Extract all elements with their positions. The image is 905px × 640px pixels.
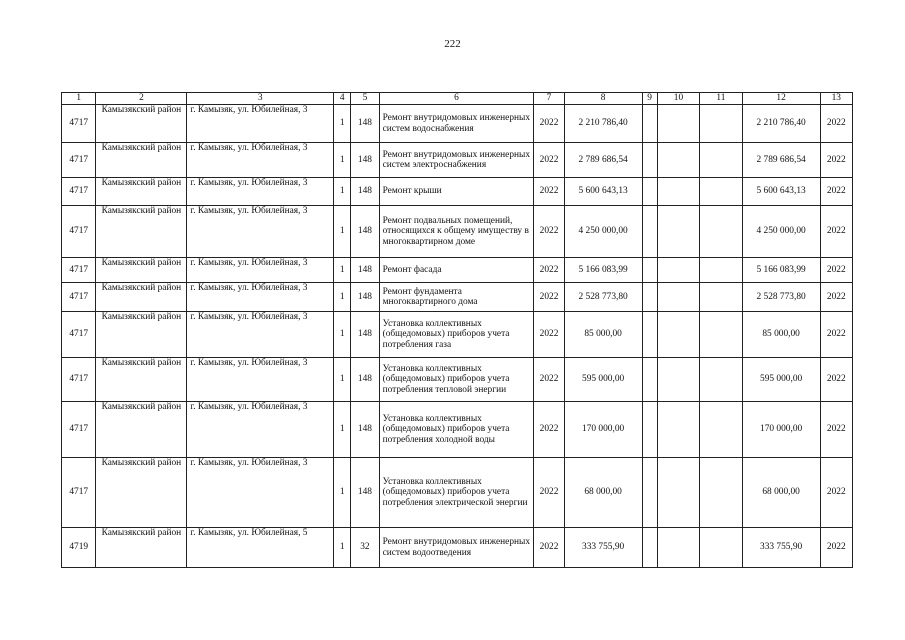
column-number-2: 2 (96, 93, 187, 105)
repair-register-table (61, 92, 853, 568)
col-9-value (642, 258, 657, 283)
col-11-value (700, 206, 742, 258)
col-9-value (642, 458, 657, 528)
column-number-10: 10 (657, 93, 699, 105)
col-5-value: 148 (351, 105, 379, 143)
address: г. Камызяк, ул. Юбилейная, 3 (187, 178, 334, 206)
year: 2022 (534, 283, 564, 312)
work-type: Установка коллективных (общедомовых) приборов учета потребления холодной воды (379, 402, 534, 458)
col-10-value (657, 258, 699, 283)
record-number: 4717 (62, 312, 96, 358)
table-row (62, 358, 853, 402)
col-5-value: 148 (351, 458, 379, 528)
record-number: 4717 (62, 458, 96, 528)
col-4-value: 1 (334, 143, 351, 178)
col-9-value (642, 206, 657, 258)
col-11-value (700, 528, 742, 568)
col-5-value: 148 (351, 178, 379, 206)
record-number: 4717 (62, 258, 96, 283)
district: Камызякский район (96, 105, 187, 143)
column-number-8: 8 (564, 93, 642, 105)
year: 2022 (534, 458, 564, 528)
address: г. Камызяк, ул. Юбилейная, 3 (187, 358, 334, 402)
work-type: Ремонт фасада (379, 258, 534, 283)
table-row (62, 402, 853, 458)
col-9-value (642, 105, 657, 143)
col-10-value (657, 312, 699, 358)
col-4-value: 1 (334, 178, 351, 206)
column-number-13: 13 (820, 93, 852, 105)
cost-total: 68 000,00 (742, 458, 820, 528)
col-4-value: 1 (334, 258, 351, 283)
col-11-value (700, 143, 742, 178)
cost: 5 166 083,99 (564, 258, 642, 283)
cost: 170 000,00 (564, 402, 642, 458)
column-number-6: 6 (379, 93, 534, 105)
cost: 333 755,90 (564, 528, 642, 568)
col-10-value (657, 206, 699, 258)
table-row (62, 528, 853, 568)
work-type: Ремонт подвальных помещений, относящихся к общему имуществу в многоквартирном доме (379, 206, 534, 258)
year: 2022 (534, 105, 564, 143)
record-number: 4717 (62, 402, 96, 458)
col-10-value (657, 283, 699, 312)
completion-year: 2022 (820, 528, 852, 568)
district: Камызякский район (96, 402, 187, 458)
cost-total: 4 250 000,00 (742, 206, 820, 258)
column-number-1: 1 (62, 93, 96, 105)
year: 2022 (534, 312, 564, 358)
col-11-value (700, 312, 742, 358)
completion-year: 2022 (820, 178, 852, 206)
record-number: 4717 (62, 206, 96, 258)
cost-total: 5 166 083,99 (742, 258, 820, 283)
table-row (62, 143, 853, 178)
col-11-value (700, 402, 742, 458)
col-11-value (700, 105, 742, 143)
col-11-value (700, 258, 742, 283)
record-number: 4717 (62, 358, 96, 402)
year: 2022 (534, 206, 564, 258)
year: 2022 (534, 402, 564, 458)
col-10-value (657, 143, 699, 178)
address: г. Камызяк, ул. Юбилейная, 3 (187, 402, 334, 458)
district: Камызякский район (96, 206, 187, 258)
cost-total: 595 000,00 (742, 358, 820, 402)
col-9-value (642, 402, 657, 458)
record-number: 4719 (62, 528, 96, 568)
address: г. Камызяк, ул. Юбилейная, 3 (187, 105, 334, 143)
col-5-value: 148 (351, 402, 379, 458)
col-4-value: 1 (334, 206, 351, 258)
col-4-value: 1 (334, 358, 351, 402)
cost: 85 000,00 (564, 312, 642, 358)
col-10-value (657, 358, 699, 402)
cost: 68 000,00 (564, 458, 642, 528)
col-9-value (642, 143, 657, 178)
completion-year: 2022 (820, 358, 852, 402)
column-number-12: 12 (742, 93, 820, 105)
work-type: Ремонт внутридомовых инженерных систем электроснабжения (379, 143, 534, 178)
work-type: Ремонт внутридомовых инженерных систем водоотведения (379, 528, 534, 568)
col-4-value: 1 (334, 283, 351, 312)
year: 2022 (534, 528, 564, 568)
cost-total: 5 600 643,13 (742, 178, 820, 206)
work-type: Ремонт внутридомовых инженерных систем водоснабжения (379, 105, 534, 143)
year: 2022 (534, 358, 564, 402)
cost-total: 85 000,00 (742, 312, 820, 358)
district: Камызякский район (96, 312, 187, 358)
work-type: Ремонт крыши (379, 178, 534, 206)
column-number-5: 5 (351, 93, 379, 105)
work-type: Установка коллективных (общедомовых) приборов учета потребления электрической энергии (379, 458, 534, 528)
completion-year: 2022 (820, 402, 852, 458)
col-11-value (700, 283, 742, 312)
col-9-value (642, 358, 657, 402)
address: г. Камызяк, ул. Юбилейная, 3 (187, 258, 334, 283)
completion-year: 2022 (820, 283, 852, 312)
col-11-value (700, 458, 742, 528)
record-number: 4717 (62, 143, 96, 178)
column-number-row (62, 93, 853, 105)
district: Камызякский район (96, 258, 187, 283)
work-type: Установка коллективных (общедомовых) приборов учета потребления газа (379, 312, 534, 358)
page-number: 222 (444, 38, 461, 50)
cost-total: 2 210 786,40 (742, 105, 820, 143)
table-row (62, 105, 853, 143)
completion-year: 2022 (820, 143, 852, 178)
col-4-value: 1 (334, 402, 351, 458)
cost: 4 250 000,00 (564, 206, 642, 258)
district: Камызякский район (96, 528, 187, 568)
col-9-value (642, 283, 657, 312)
year: 2022 (534, 178, 564, 206)
col-5-value: 148 (351, 143, 379, 178)
col-9-value (642, 528, 657, 568)
column-number-4: 4 (334, 93, 351, 105)
district: Камызякский район (96, 178, 187, 206)
cost: 5 600 643,13 (564, 178, 642, 206)
district: Камызякский район (96, 283, 187, 312)
col-9-value (642, 178, 657, 206)
record-number: 4717 (62, 105, 96, 143)
district: Камызякский район (96, 358, 187, 402)
table-body (62, 105, 853, 568)
cost: 2 789 686,54 (564, 143, 642, 178)
col-5-value: 32 (351, 528, 379, 568)
table-row (62, 206, 853, 258)
col-4-value: 1 (334, 312, 351, 358)
completion-year: 2022 (820, 258, 852, 283)
col-10-value (657, 178, 699, 206)
address: г. Камызяк, ул. Юбилейная, 3 (187, 206, 334, 258)
cost-total: 2 528 773,80 (742, 283, 820, 312)
cost-total: 2 789 686,54 (742, 143, 820, 178)
address: г. Камызяк, ул. Юбилейная, 3 (187, 283, 334, 312)
table-row (62, 312, 853, 358)
completion-year: 2022 (820, 206, 852, 258)
col-10-value (657, 402, 699, 458)
cost: 2 210 786,40 (564, 105, 642, 143)
work-type: Установка коллективных (общедомовых) приборов учета потребления тепловой энергии (379, 358, 534, 402)
col-5-value: 148 (351, 312, 379, 358)
col-9-value (642, 312, 657, 358)
completion-year: 2022 (820, 105, 852, 143)
cost-total: 333 755,90 (742, 528, 820, 568)
cost: 595 000,00 (564, 358, 642, 402)
table-row (62, 458, 853, 528)
col-4-value: 1 (334, 528, 351, 568)
cost-total: 170 000,00 (742, 402, 820, 458)
record-number: 4717 (62, 283, 96, 312)
column-number-3: 3 (187, 93, 334, 105)
year: 2022 (534, 143, 564, 178)
col-11-value (700, 178, 742, 206)
completion-year: 2022 (820, 312, 852, 358)
col-10-value (657, 105, 699, 143)
col-5-value: 148 (351, 258, 379, 283)
table-row (62, 283, 853, 312)
column-number-7: 7 (534, 93, 564, 105)
col-4-value: 1 (334, 458, 351, 528)
col-5-value: 148 (351, 206, 379, 258)
column-number-9: 9 (642, 93, 657, 105)
district: Камызякский район (96, 458, 187, 528)
address: г. Камызяк, ул. Юбилейная, 5 (187, 528, 334, 568)
col-10-value (657, 458, 699, 528)
year: 2022 (534, 258, 564, 283)
record-number: 4717 (62, 178, 96, 206)
address: г. Камызяк, ул. Юбилейная, 3 (187, 458, 334, 528)
col-11-value (700, 358, 742, 402)
completion-year: 2022 (820, 458, 852, 528)
address: г. Камызяк, ул. Юбилейная, 3 (187, 312, 334, 358)
col-5-value: 148 (351, 358, 379, 402)
table-row (62, 258, 853, 283)
work-type: Ремонт фундамента многоквартирного дома (379, 283, 534, 312)
table-row (62, 178, 853, 206)
district: Камызякский район (96, 143, 187, 178)
col-5-value: 148 (351, 283, 379, 312)
col-4-value: 1 (334, 105, 351, 143)
column-number-11: 11 (700, 93, 742, 105)
address: г. Камызяк, ул. Юбилейная, 3 (187, 143, 334, 178)
col-10-value (657, 528, 699, 568)
cost: 2 528 773,80 (564, 283, 642, 312)
